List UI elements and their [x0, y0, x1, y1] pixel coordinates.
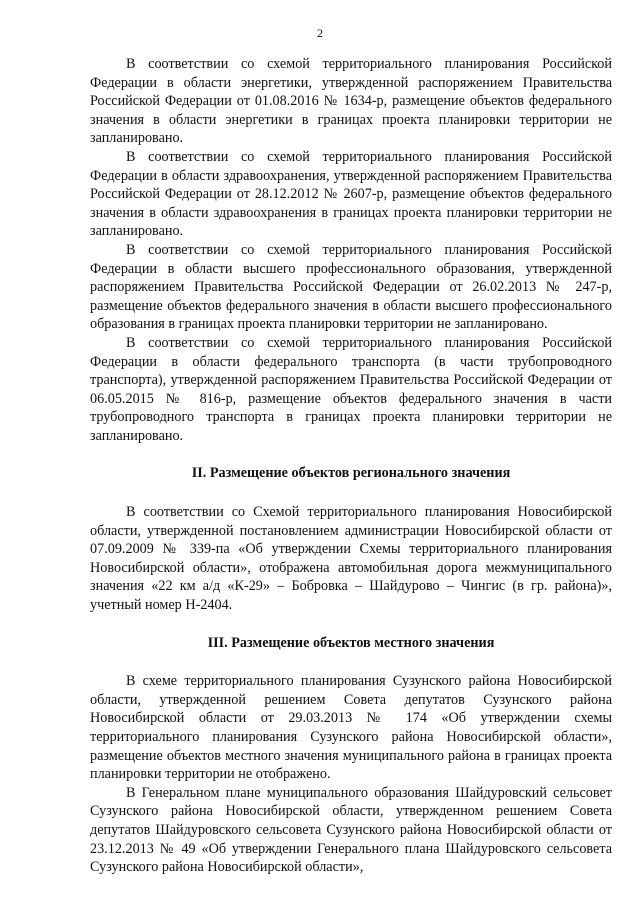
paragraph-energy: В соответствии со схемой территориального планирования Российской Федерации в области энергетики, утвержденной распоряжением Правительства Российской Федерации от 01.08.2016 № 1634-р, размещение объектов федерального значения в области энергетики в границах проекта планировки территории не запланировано.	[90, 56, 612, 147]
page-number: 2	[317, 26, 323, 40]
paragraph-transport: В соответствии со схемой территориального планирования Российской Федерации в области федерального транспорта (в части трубопроводного транспорта), утвержденной распоряжением Правительства Российской Федерации от 06.05.2015 № 816-р, размещение объектов федерального значения в части трубопроводного транспорта в границах проекта планировки территории не запланировано.	[90, 334, 612, 444]
paragraph-healthcare: В соответствии со схемой территориального планирования Российской Федерации в области здравоохранения, утвержденной распоряжением Правительства Российской Федерации от 28.12.2012 № 2607-р, размещение объектов федерального значения в области здравоохранения в границах проекта планировки территории не запланировано.	[90, 148, 612, 240]
section-heading-local: III. Размещение объектов местного значения	[207, 634, 495, 651]
paragraph-education: В соответствии со схемой территориального планирования Российской Федерации в области высшего профессионального образования, утвержденной распоряжением Правительства Российской Федерации от 26.02.2013 № 247-р, размещение объектов федерального значения в области высшего профессионального образования в границах проекта планировки территории не запланировано.	[90, 241, 612, 333]
section-heading-regional: II. Размещение объектов регионального значения	[191, 465, 511, 482]
paragraph-district-scheme: В схеме территориального планирования Сузунского района Новосибирской области, утвержденной решением Совета депутатов Сузунского района Новосибирской области от 29.03.2013 № 174 «Об утверждении схемы территориального планирования Сузунского района Новосибирской области», размещение объектов местного значения муниципального района в границах проекта планировки территории не отображено.	[90, 673, 612, 783]
document-body	[90, 55, 612, 877]
paragraph-regional: В соответствии со Схемой территориального планирования Новосибирской области, утвержденной постановлением администрации Новосибирской области от 07.09.2009 № 339-па «Об утверждении Схемы территориального планирования Новосибирской области», отображена автомобильная дорога межмуниципального значения «22 км а/д «К-29» – Бобровка – Шайдурово – Чингис (в гр. района)», учетный номер Н-2404.	[90, 504, 612, 614]
paragraph-general-plan: В Генеральном плане муниципального образования Шайдуровский сельсовет Сузунского района Новосибирской области, утвержденном решением Совета депутатов Шайдуровского сельсовета Сузунского района Новосибирской области от 23.12.2013 № 49 «Об утверждении Генерального плана Шайдуровского сельсовета Сузунского района Новосибирской области»,	[90, 784, 612, 876]
